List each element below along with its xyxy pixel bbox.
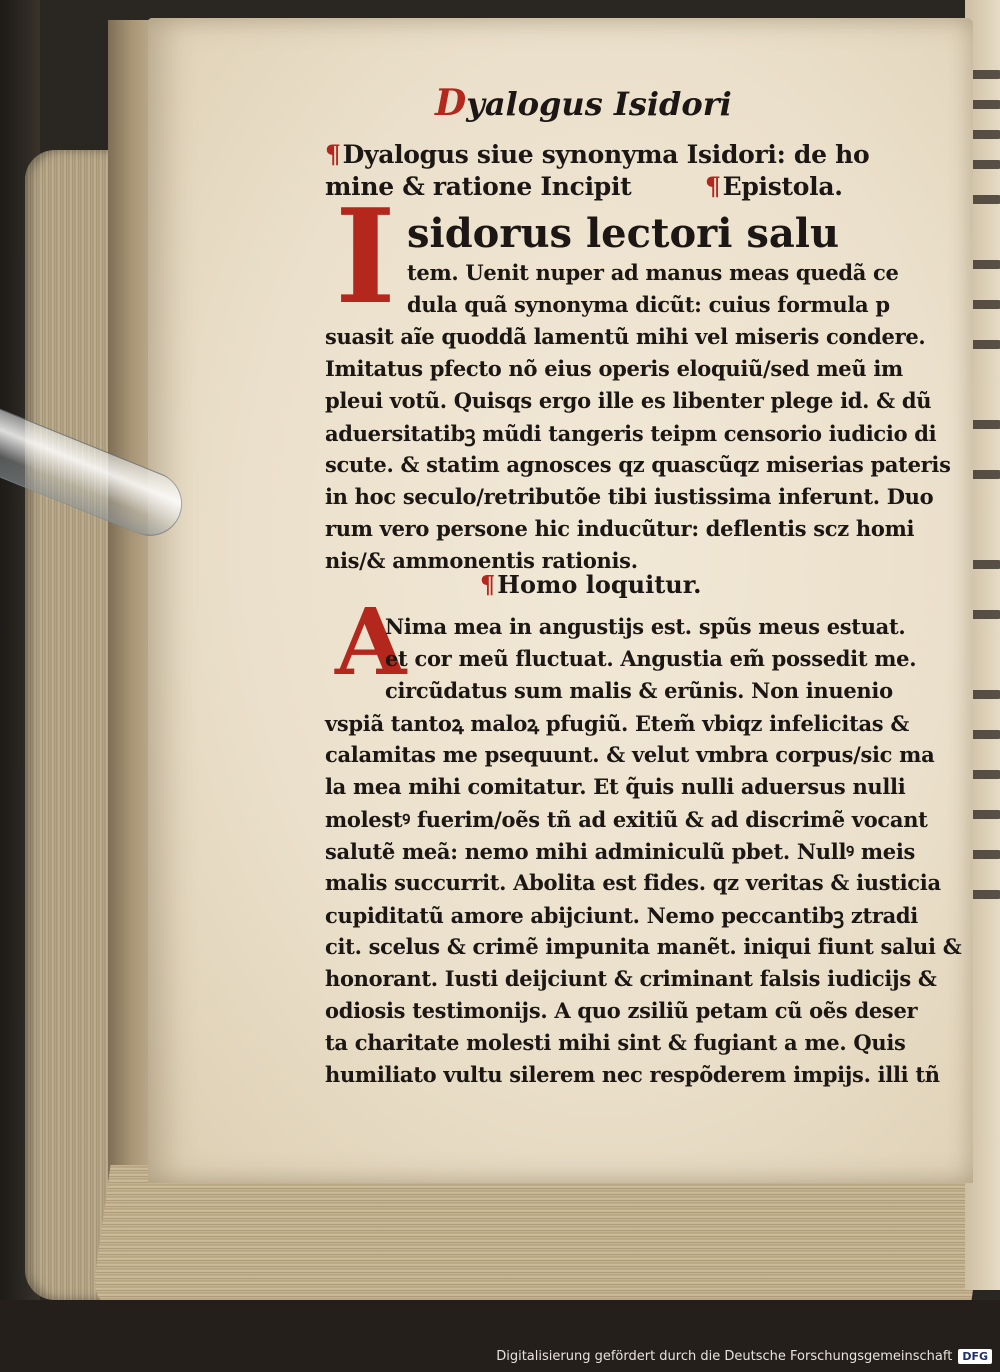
section-heading-text: Homo loquitur. xyxy=(497,570,702,599)
dialogue-line: cupiditatũ amore abijciunt. Nemo peccantibꝫ ztradi xyxy=(325,903,918,928)
dialogue-line: vspiã tantoꝝ maloꝝ pfugiũ. Etem̃ vbiqz infelicitas & xyxy=(325,711,909,736)
epistle-line: rum vero persone hic inducũtur: deflentis scz homi xyxy=(325,516,915,541)
epistle-line: aduersitatibꝫ mũdi tangeris teipm censorio iudicio di xyxy=(325,421,937,446)
dialogue-line: malis succurrit. Abolita est fides. qz veritas & iusticia xyxy=(325,870,941,895)
decorated-initial-a: A xyxy=(335,588,407,696)
dialogue-line: calamitas me psequunt. & velut vmbra corpus/sic ma xyxy=(325,742,935,767)
epistle-line: in hoc seculo/retributõe tibi iustissima inferunt. Duo xyxy=(325,484,934,509)
greeting-line: sidorus lectori salu xyxy=(407,210,840,257)
epistola-text: Epistola. xyxy=(722,172,843,201)
epistle-line: scute. & statim agnosces qz quascũqz miserias pateris xyxy=(325,452,951,477)
dialogue-line: et cor meũ fluctuat. Angustia em̃ possedit me. xyxy=(385,646,917,671)
dialogue-line: odiosis testimonijs. A quo zsiliũ petam cũ oẽs deser xyxy=(325,998,918,1023)
dialogue-line: circũdatus sum malis & erũnis. Non inuenio xyxy=(385,678,893,703)
dialogue-line: salutẽ meã: nemo mihi adminiculũ pbet. Nullꝰ meis xyxy=(325,839,916,864)
dfg-logo: DFG xyxy=(958,1349,992,1364)
digitization-footer xyxy=(0,1340,1000,1372)
dialogue-line: humiliato vultu silerem nec respõderem impijs. illi tñ xyxy=(325,1062,940,1087)
epistle-line: nis/& ammonentis rationis. xyxy=(325,548,638,573)
running-head xyxy=(435,82,732,124)
bottom-leaf-stack xyxy=(89,1165,990,1315)
running-head-initial: D xyxy=(435,82,467,124)
dialogue-line: ta charitate molesti mihi sint & fugiant a me. Quis xyxy=(325,1030,906,1055)
section-heading xyxy=(480,570,702,599)
pilcrow-icon: ¶ xyxy=(705,172,721,201)
dialogue-line: honorant. Iusti deijciunt & criminant falsis iudicijs & xyxy=(325,966,937,991)
dialogue-line: Nima mea in angustijs est. spũs meus estuat. xyxy=(385,614,906,639)
epistle-line: dula quã synonyma dicũt: cuius formula p xyxy=(407,292,890,317)
pilcrow-icon: ¶ xyxy=(325,140,341,169)
epistle-line: Imitatus pfecto nõ eius operis eloquiũ/sed meũ im xyxy=(325,356,903,381)
epistle-line: tem. Uenit nuper ad manus meas quedã ce xyxy=(407,260,899,285)
epistola-heading xyxy=(705,172,843,201)
epistle-line: suasit aĩe quoddã lamentũ mihi vel miseris condere. xyxy=(325,324,926,349)
incipit-text: Dyalogus siue synonyma Isidori: de ho xyxy=(342,140,870,169)
pilcrow-icon: ¶ xyxy=(480,570,496,599)
epistle-line: pleui votũ. Quisqs ergo ille es libenter plege id. & dũ xyxy=(325,388,932,413)
incipit-line xyxy=(325,140,869,169)
decorated-initial-i: I xyxy=(335,180,396,333)
dialogue-line: la mea mihi comitatur. Et q̃uis nulli aduersus nulli xyxy=(325,774,906,799)
running-head-text: yalogus Isidori xyxy=(466,85,732,123)
incipit-text: mine & ratione Incipit xyxy=(325,172,632,201)
footer-credit: Digitalisierung gefördert durch die Deutsche Forschungsgemeinschaft xyxy=(496,1348,953,1364)
dialogue-line: cit. scelus & crimẽ impunita manẽt. iniqui fiunt salui & xyxy=(325,934,962,959)
dialogue-line: molestꝰ fuerim/oẽs tñ ad exitiũ & ad discrimẽ vocant xyxy=(325,807,928,832)
